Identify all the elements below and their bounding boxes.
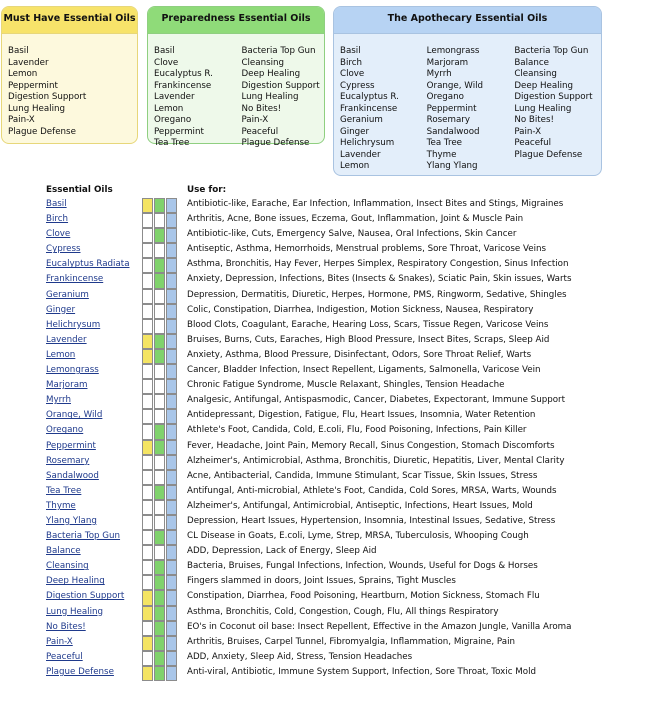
apothecary-kit-indicator: [166, 258, 177, 273]
kit-oil-item: Lung Healing: [241, 92, 299, 103]
must-have-kit-indicator: [142, 334, 153, 349]
kit-oil-item: Basil: [340, 46, 361, 56]
preparedness-kit-indicator: [154, 334, 165, 349]
preparedness-kit-box: [147, 6, 325, 149]
table-row: [0, 590, 650, 605]
preparedness-kit-title: Preparedness Essential Oils: [148, 7, 324, 34]
oil-use-text: Antibiotic-like, Earache, Ear Infection, Inflammation, Insect Bites and Stings, Migraines: [187, 199, 564, 209]
oil-use-text: Antifungal, Anti-microbial, Athlete's Foot, Candida, Cold Sores, MRSA, Warts, Wounds: [187, 485, 557, 496]
must-have-kit-indicator: [142, 455, 153, 470]
preparedness-kit-indicator: [154, 485, 165, 500]
preparedness-kit-indicator: [154, 470, 165, 485]
oil-name-link[interactable]: Birch: [46, 214, 69, 225]
must-have-kit-indicator: [142, 258, 153, 273]
table-row: [0, 409, 650, 424]
must-have-kit-indicator: [142, 636, 153, 651]
kit-oil-item: Geranium: [340, 115, 383, 126]
table-row: [0, 575, 650, 590]
oil-name-link[interactable]: Oregano: [46, 425, 84, 436]
oil-use-text: Athlete's Foot, Candida, Cold, E.coli, Flu, Food Poisoning, Infections, Pain Killer: [187, 425, 527, 436]
preparedness-kit-indicator: [154, 560, 165, 575]
table-row: [0, 606, 650, 621]
preparedness-kit-indicator: [154, 319, 165, 334]
kit-oil-item: Balance: [514, 57, 549, 68]
preparedness-kit-indicator: [154, 500, 165, 515]
must-have-kit-indicator: [142, 575, 153, 590]
apothecary-kit-indicator: [166, 590, 177, 605]
table-row: [0, 485, 650, 500]
must-have-kit-indicator: [142, 213, 153, 228]
kit-oil-item: Lung Healing: [8, 103, 66, 114]
apothecary-list-1: [340, 46, 427, 173]
apothecary-kit-indicator: [166, 289, 177, 304]
kit-oil-item: Peaceful: [514, 138, 552, 149]
preparedness-list-1: [154, 46, 241, 150]
table-row: [0, 289, 650, 304]
kit-oil-item: Peppermint: [8, 80, 58, 91]
oil-name-link[interactable]: Lemon: [46, 349, 76, 360]
apothecary-kit-indicator: [166, 364, 177, 379]
oil-use-text: Arthritis, Acne, Bone issues, Eczema, Gout, Inflammation, Joint & Muscle Pain: [187, 214, 524, 225]
apothecary-kit-indicator: [166, 606, 177, 621]
apothecary-kit-indicator: [166, 319, 177, 334]
apothecary-kit-indicator: [166, 545, 177, 560]
preparedness-kit-indicator: [154, 213, 165, 228]
kit-oil-item: Bacteria Top Gun: [241, 46, 316, 56]
kit-oil-item: Digestion Support: [8, 92, 87, 103]
apothecary-list-3: [514, 46, 601, 173]
apothecary-list-2: [427, 46, 515, 173]
table-row: [0, 273, 650, 288]
oil-use-text: Alzheimer's, Antimicrobial, Asthma, Bronchitis, Diuretic, Hepatitis, Liver, Mental Clarity: [187, 455, 565, 466]
table-row: [0, 228, 650, 243]
preparedness-kit-indicator: [154, 349, 165, 364]
oil-name-link[interactable]: Cleansing: [46, 561, 89, 572]
preparedness-kit-indicator: [154, 394, 165, 409]
must-have-kit-indicator: [142, 394, 153, 409]
apothecary-kit-indicator: [166, 304, 177, 319]
apothecary-kit-indicator: [166, 636, 177, 651]
oil-use-text: Anxiety, Asthma, Blood Pressure, Disinfectant, Odors, Sore Throat Relief, Warts: [187, 349, 532, 360]
kit-oil-item: Digestion Support: [514, 92, 593, 103]
oil-name-link[interactable]: Frankincense: [46, 274, 104, 285]
must-have-kit-indicator: [142, 515, 153, 530]
must-have-kit-indicator: [142, 560, 153, 575]
apothecary-kit-indicator: [166, 515, 177, 530]
oil-name-link[interactable]: Clove: [46, 229, 71, 240]
table-row: [0, 530, 650, 545]
kit-oil-item: Eucalyptus R.: [154, 69, 213, 80]
essential-oils-column-header: Essential Oils: [46, 185, 113, 195]
oil-name-link[interactable]: Eucalyptus Radiata: [46, 259, 130, 270]
must-have-kit-indicator: [142, 409, 153, 424]
must-have-kit-indicator: [142, 651, 153, 666]
oil-name-link[interactable]: Thyme: [46, 500, 76, 511]
kit-oil-item: Digestion Support: [241, 80, 320, 91]
oil-name-link[interactable]: Lavender: [46, 334, 87, 345]
oil-name-link[interactable]: Ylang Ylang: [46, 515, 97, 526]
must-have-kit-indicator: [142, 440, 153, 455]
kit-oil-item: Helichrysum: [340, 138, 395, 149]
preparedness-kit-indicator: [154, 636, 165, 651]
kit-oil-item: Lavender: [8, 57, 49, 68]
kit-oil-item: Cleansing: [514, 69, 557, 80]
oil-name-link[interactable]: Tea Tree: [46, 485, 82, 496]
oil-use-text: EO's in Coconut oil base: Insect Repellent, Effective in the Amazon Jungle, Vanilla Aroma: [187, 621, 572, 632]
preparedness-kit-indicator: [154, 621, 165, 636]
oil-name-link[interactable]: Rosemary: [46, 455, 90, 466]
apothecary-kit-indicator: [166, 228, 177, 243]
must-have-kit-indicator: [142, 590, 153, 605]
oil-name-link[interactable]: Deep Healing: [46, 576, 105, 587]
kit-oil-item: Lemongrass: [426, 46, 480, 56]
apothecary-kit-box: [333, 6, 602, 176]
oil-use-text: Chronic Fatigue Syndrome, Muscle Relaxant, Shingles, Tension Headache: [187, 380, 505, 391]
table-row: [0, 440, 650, 455]
must-have-kit-title: Must Have Essential Oils: [2, 7, 137, 34]
oil-use-text: Acne, Antibacterial, Candida, Immune Stimulant, Scar Tissue, Skin Issues, Stress: [187, 470, 538, 481]
table-row: [0, 636, 650, 651]
must-have-kit-indicator: [142, 666, 153, 681]
apothecary-kit-indicator: [166, 560, 177, 575]
table-row: [0, 213, 650, 228]
apothecary-kit-indicator: [166, 440, 177, 455]
kit-oil-item: Frankincense: [154, 80, 212, 91]
table-row: [0, 243, 650, 258]
oil-use-text: Asthma, Bronchitis, Hay Fever, Herpes Simplex, Respiratory Congestion, Sinus Infection: [187, 259, 569, 270]
kit-oil-item: Myrrh: [426, 69, 452, 80]
kit-oil-item: Marjoram: [426, 57, 469, 68]
kit-oil-item: Frankincense: [340, 103, 398, 114]
kit-oil-item: Clove: [340, 69, 365, 80]
apothecary-kit-indicator: [166, 530, 177, 545]
oil-name-link[interactable]: Plague Defense: [46, 666, 114, 677]
oil-name-link[interactable]: Myrrh: [46, 395, 71, 406]
preparedness-kit-indicator: [154, 364, 165, 379]
table-row: [0, 379, 650, 394]
kit-oil-item: Thyme: [426, 149, 457, 160]
must-have-kit-box: [1, 6, 138, 144]
preparedness-kit-indicator: [154, 590, 165, 605]
kit-oil-item: Clove: [154, 57, 179, 68]
apothecary-kit-indicator: [166, 485, 177, 500]
oil-usage-table: [0, 198, 650, 681]
table-row: [0, 545, 650, 560]
kit-oil-item: Lavender: [340, 149, 381, 160]
table-row: [0, 560, 650, 575]
kit-oil-item: Peppermint: [426, 103, 477, 114]
apothecary-kit-indicator: [166, 243, 177, 258]
kit-oil-item: Lemon: [8, 69, 38, 80]
oil-name-link[interactable]: Geranium: [46, 289, 89, 300]
oil-name-link[interactable]: No Bites!: [46, 621, 86, 632]
must-have-kit-indicator: [142, 289, 153, 304]
oil-use-text: Fever, Headache, Joint Pain, Memory Recall, Sinus Congestion, Stomach Discomforts: [187, 440, 555, 451]
must-have-kit-indicator: [142, 500, 153, 515]
apothecary-kit-indicator: [166, 575, 177, 590]
kit-oil-item: Cleansing: [241, 57, 285, 68]
preparedness-kit-indicator: [154, 606, 165, 621]
table-row: [0, 470, 650, 485]
must-have-kit-indicator: [142, 424, 153, 439]
oil-use-text: ADD, Depression, Lack of Energy, Sleep Aid: [187, 546, 377, 557]
preparedness-kit-indicator: [154, 515, 165, 530]
preparedness-kit-indicator: [154, 273, 165, 288]
kit-oil-item: Peaceful: [241, 126, 279, 137]
must-have-kit-indicator: [142, 379, 153, 394]
table-row: [0, 394, 650, 409]
table-row: [0, 198, 650, 213]
oil-use-text: Cancer, Bladder Infection, Insect Repellent, Ligaments, Salmonella, Varicose Vein: [187, 365, 541, 376]
oil-use-text: Alzheimer's, Antifungal, Antimicrobial, Antiseptic, Infections, Heart Issues, Mold: [187, 500, 533, 511]
kit-oil-item: Tea Tree: [426, 138, 463, 149]
kit-oil-item: Bacteria Top Gun: [514, 46, 589, 56]
kit-oil-item: Lavender: [154, 92, 195, 103]
apothecary-kit-indicator: [166, 349, 177, 364]
oil-name-link[interactable]: Peaceful: [46, 651, 83, 662]
kit-oil-item: Peppermint: [154, 126, 204, 137]
kit-oil-item: Deep Healing: [241, 69, 301, 80]
oil-use-text: Bruises, Burns, Cuts, Earaches, High Blood Pressure, Insect Bites, Scraps, Sleep Aid: [187, 334, 550, 345]
oil-name-link[interactable]: Digestion Support: [46, 591, 125, 602]
table-row: [0, 455, 650, 470]
preparedness-kit-indicator: [154, 304, 165, 319]
kit-oil-item: Lemon: [340, 161, 370, 172]
table-row: [0, 349, 650, 364]
oil-name-link[interactable]: Peppermint: [46, 440, 96, 451]
table-row: [0, 424, 650, 439]
kit-oil-item: Oregano: [154, 115, 192, 126]
oil-use-text: Constipation, Diarrhea, Food Poisoning, Heartburn, Motion Sickness, Stomach Flu: [187, 591, 540, 602]
kit-oil-item: Tea Tree: [154, 138, 190, 149]
must-have-kit-indicator: [142, 243, 153, 258]
use-for-column-header: Use for:: [187, 185, 227, 195]
kit-oil-item: Pain-X: [8, 115, 35, 126]
must-have-kit-indicator: [142, 228, 153, 243]
preparedness-kit-indicator: [154, 424, 165, 439]
apothecary-kit-indicator: [166, 500, 177, 515]
oil-use-text: Anxiety, Depression, Infections, Bites (Insects & Snakes), Sciatic Pain, Skin issues, Warts: [187, 274, 572, 285]
apothecary-kit-indicator: [166, 666, 177, 681]
oil-name-link[interactable]: Balance: [46, 546, 81, 557]
oil-use-text: Blood Clots, Coagulant, Earache, Hearing Loss, Scars, Tissue Regen, Varicose Veins: [187, 319, 549, 330]
kit-oil-item: Basil: [154, 46, 175, 56]
must-have-kit-indicator: [142, 530, 153, 545]
table-row: [0, 334, 650, 349]
kit-oil-item: Plague Defense: [8, 126, 76, 137]
table-row: [0, 319, 650, 334]
oil-name-link[interactable]: Lemongrass: [46, 365, 99, 376]
kit-oil-item: Plague Defense: [514, 149, 583, 160]
kit-oil-item: Orange, Wild: [426, 80, 484, 91]
apothecary-kit-indicator: [166, 424, 177, 439]
must-have-kit-indicator: [142, 273, 153, 288]
kit-oil-item: No Bites!: [514, 115, 555, 126]
oil-use-text: Depression, Dermatitis, Diuretic, Herpes, Hormone, PMS, Ringworm, Sedative, Shingles: [187, 289, 567, 300]
preparedness-kit-indicator: [154, 651, 165, 666]
oil-use-text: Antiseptic, Asthma, Hemorrhoids, Menstrual problems, Sore Throat, Varicose Veins: [187, 244, 547, 255]
preparedness-kit-indicator: [154, 440, 165, 455]
preparedness-kit-indicator: [154, 545, 165, 560]
table-row: [0, 304, 650, 319]
apothecary-kit-indicator: [166, 213, 177, 228]
kit-oil-item: Lemon: [154, 103, 184, 114]
oil-use-text: Fingers slammed in doors, Joint Issues, Sprains, Tight Muscles: [187, 576, 456, 587]
must-have-kit-indicator: [142, 349, 153, 364]
apothecary-kit-title: The Apothecary Essential Oils: [334, 7, 601, 34]
must-have-kit-indicator: [142, 621, 153, 636]
apothecary-kit-indicator: [166, 409, 177, 424]
kit-oil-item: Plague Defense: [241, 138, 310, 149]
oil-name-link[interactable]: Lung Healing: [46, 606, 104, 617]
must-have-kit-indicator: [142, 304, 153, 319]
apothecary-kit-indicator: [166, 651, 177, 666]
oil-use-text: Depression, Heart Issues, Hypertension, Insomnia, Intestinal Issues, Sedative, Stress: [187, 515, 556, 526]
oil-use-text: Antidepressant, Digestion, Fatigue, Flu, Heart Issues, Insomnia, Water Retention: [187, 410, 536, 421]
oil-name-link[interactable]: Ginger: [46, 304, 76, 315]
table-row: [0, 258, 650, 273]
kit-oil-item: No Bites!: [241, 103, 282, 114]
table-row: [0, 515, 650, 530]
apothecary-kit-indicator: [166, 379, 177, 394]
oil-name-link[interactable]: Basil: [46, 199, 67, 209]
apothecary-kit-indicator: [166, 455, 177, 470]
must-have-kit-indicator: [142, 545, 153, 560]
preparedness-kit-indicator: [154, 530, 165, 545]
preparedness-kit-indicator: [154, 455, 165, 470]
table-row: [0, 621, 650, 636]
kit-oil-item: Cypress: [340, 80, 375, 91]
apothecary-kit-indicator: [166, 273, 177, 288]
oil-use-text: Analgesic, Antifungal, Antispasmodic, Cancer, Diabetes, Expectorant, Immune Support: [187, 395, 566, 406]
oil-use-text: Bacteria, Bruises, Fungal Infections, Infection, Wounds, Useful for Dogs & Horses: [187, 561, 538, 572]
oil-name-link[interactable]: Orange, Wild: [46, 410, 103, 421]
apothecary-kit-indicator: [166, 470, 177, 485]
apothecary-kit-indicator: [166, 198, 177, 213]
must-have-kit-indicator: [142, 364, 153, 379]
kit-oil-item: Pain-X: [514, 126, 542, 137]
kit-oil-item: Birch: [340, 57, 363, 68]
oil-name-link[interactable]: Sandalwood: [46, 470, 99, 481]
preparedness-kit-indicator: [154, 198, 165, 213]
preparedness-kit-indicator: [154, 243, 165, 258]
oil-name-link[interactable]: Cypress: [46, 244, 81, 255]
must-have-kit-indicator: [142, 606, 153, 621]
oil-use-text: Antibiotic-like, Cuts, Emergency Salve, Nausea, Oral Infections, Skin Cancer: [187, 229, 517, 240]
must-have-kit-indicator: [142, 485, 153, 500]
oil-use-text: ADD, Anxiety, Sleep Aid, Stress, Tension Headaches: [187, 651, 413, 662]
kit-oil-item: Deep Healing: [514, 80, 574, 91]
must-have-kit-indicator: [142, 470, 153, 485]
must-have-kit-indicator: [142, 198, 153, 213]
preparedness-list-2: [241, 46, 324, 150]
kit-oil-item: Sandalwood: [426, 126, 480, 137]
table-row: [0, 364, 650, 379]
preparedness-kit-indicator: [154, 409, 165, 424]
oil-use-text: Asthma, Bronchitis, Cold, Congestion, Cough, Flu, All things Respiratory: [187, 606, 499, 617]
table-row: [0, 651, 650, 666]
must-have-kit-indicator: [142, 319, 153, 334]
table-row: [0, 666, 650, 681]
oil-name-link[interactable]: Marjoram: [46, 380, 88, 391]
table-row: [0, 500, 650, 515]
kit-oil-item: Rosemary: [426, 115, 471, 126]
oil-use-text: Anti-viral, Antibiotic, Immune System Support, Infection, Sore Throat, Toxic Mold: [187, 666, 537, 677]
apothecary-kit-indicator: [166, 334, 177, 349]
oil-use-text: Colic, Constipation, Diarrhea, Indigestion, Motion Sickness, Nausea, Respiratory: [187, 304, 534, 315]
oil-use-text: CL Disease in Goats, E.coli, Lyme, Strep, MRSA, Tuberculosis, Whooping Cough: [187, 531, 529, 542]
preparedness-kit-indicator: [154, 666, 165, 681]
kit-oil-item: Lung Healing: [514, 103, 572, 114]
oil-use-text: Arthritis, Bruises, Carpel Tunnel, Fibromyalgia, Inflammation, Migraine, Pain: [187, 636, 516, 647]
preparedness-kit-indicator: [154, 289, 165, 304]
kit-oil-item: Basil: [8, 46, 29, 56]
kit-oil-item: Pain-X: [241, 115, 269, 126]
must-have-list: [8, 46, 136, 138]
kit-oil-item: Ginger: [340, 126, 370, 137]
preparedness-kit-indicator: [154, 379, 165, 394]
kit-oil-item: Ylang Ylang: [426, 161, 478, 172]
apothecary-kit-indicator: [166, 394, 177, 409]
oil-name-link[interactable]: Helichrysum: [46, 319, 101, 330]
oil-name-link[interactable]: Bacteria Top Gun: [46, 531, 121, 542]
oil-name-link[interactable]: Pain-X: [46, 636, 73, 647]
preparedness-kit-indicator: [154, 575, 165, 590]
kit-oil-item: Oregano: [426, 92, 464, 103]
kit-oil-item: Eucalyptus R.: [340, 92, 399, 103]
preparedness-kit-indicator: [154, 228, 165, 243]
apothecary-kit-indicator: [166, 621, 177, 636]
preparedness-kit-indicator: [154, 258, 165, 273]
